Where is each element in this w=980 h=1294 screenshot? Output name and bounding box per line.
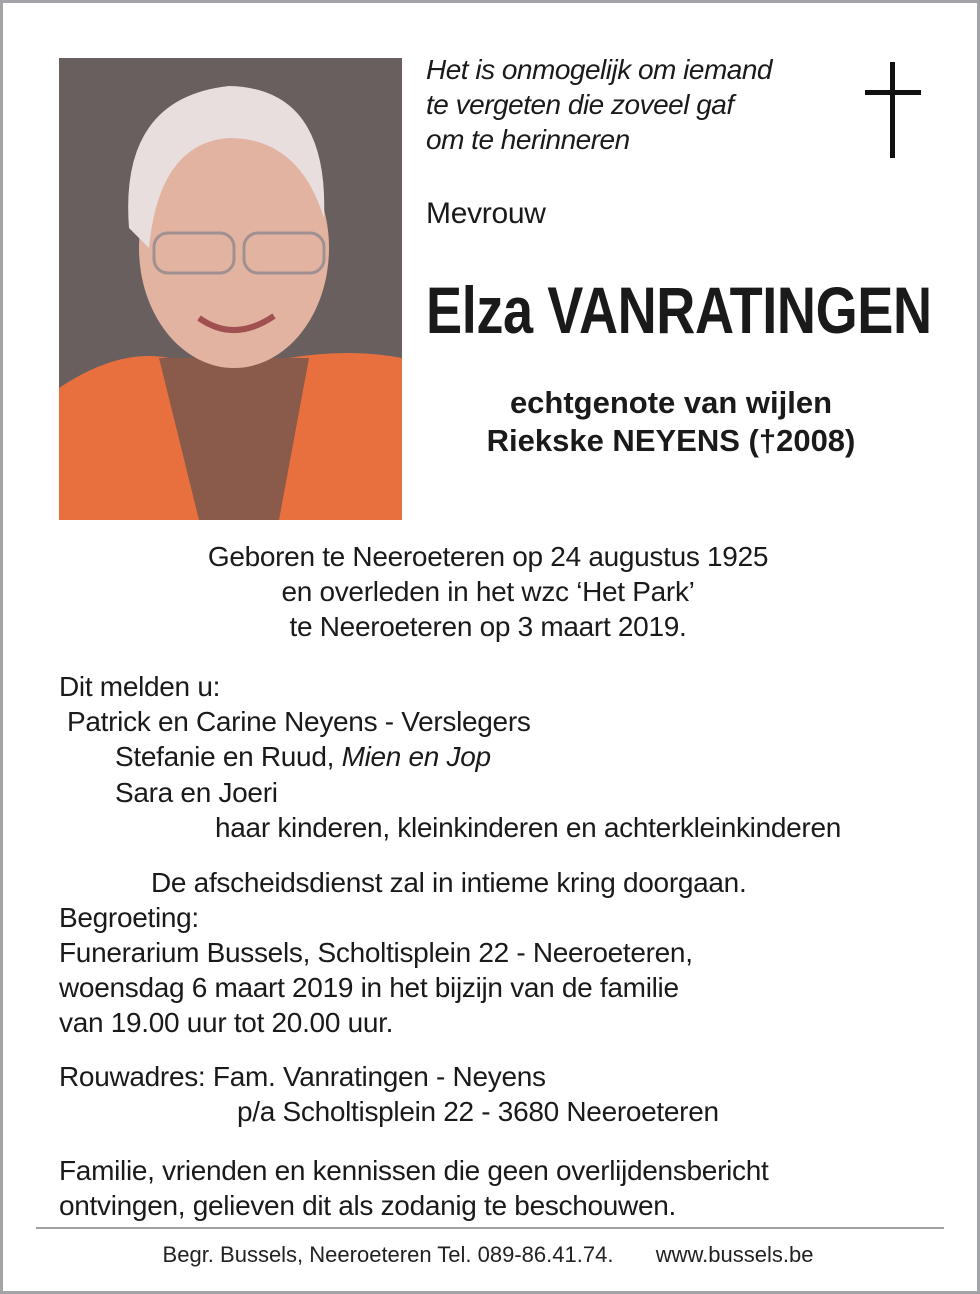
mourning-address-line: p/a Scholtisplein 22 - 3680 Neeroeteren bbox=[237, 1096, 719, 1127]
visitation-line: Begroeting: bbox=[59, 902, 199, 933]
quote-line: te vergeten die zoveel gaf bbox=[426, 89, 734, 120]
announcers-intro: Dit melden u: bbox=[59, 671, 221, 702]
closing-line: ontvingen, gelieven dit als zodanig te beschouwen. bbox=[59, 1190, 676, 1221]
memorial-quote bbox=[426, 52, 772, 157]
salutation: Mevrouw bbox=[426, 197, 546, 230]
visitation-line: woensdag 6 maart 2019 in het bijzijn van de familie bbox=[59, 972, 679, 1003]
announcer-line bbox=[115, 739, 491, 774]
portrait-photo bbox=[59, 58, 402, 520]
quote-line: Het is onmogelijk om iemand bbox=[426, 54, 772, 85]
visitation-info bbox=[59, 900, 693, 1040]
death-place-line: te Neeroeteren op 3 maart 2019. bbox=[289, 611, 687, 642]
spouse-info bbox=[426, 384, 916, 460]
footer bbox=[0, 1240, 976, 1270]
mourning-address: Rouwadres: Fam. Vanratingen - Neyens bbox=[59, 1061, 546, 1092]
death-line: en overleden in het wzc ‘Het Park’ bbox=[281, 576, 695, 607]
deceased-name: Elza VANRATINGEN bbox=[426, 273, 932, 347]
website-link[interactable]: www.bussels.be bbox=[655, 1242, 814, 1267]
birth-death-info bbox=[0, 539, 976, 644]
closing-line: Familie, vrienden en kennissen die geen overlijdensbericht bbox=[59, 1155, 769, 1186]
cross-icon bbox=[865, 62, 921, 158]
relation-line: haar kinderen, kleinkinderen en achterkleinkinderen bbox=[215, 812, 841, 843]
spouse-line: echtgenote van wijlen bbox=[509, 385, 833, 420]
announcer-italic: Mien en Jop bbox=[341, 741, 491, 772]
closing-text bbox=[59, 1153, 768, 1223]
announcer-line: Patrick en Carine Neyens - Verslegers bbox=[67, 706, 531, 737]
footer-text: Begr. Bussels, Neeroeteren Tel. 089-86.41.74. bbox=[162, 1242, 614, 1267]
birth-line: Geboren te Neeroeteren op 24 augustus 1925 bbox=[207, 541, 769, 572]
announcer-text: Stefanie en Ruud, bbox=[115, 741, 335, 772]
service-info: De afscheidsdienst zal in intieme kring doorgaan. bbox=[151, 867, 747, 898]
footer-divider bbox=[36, 1227, 944, 1229]
announcer-line: Sara en Joeri bbox=[115, 777, 278, 808]
quote-line: om te herinneren bbox=[426, 124, 630, 155]
spouse-line: Riekske NEYENS (†2008) bbox=[486, 423, 856, 458]
visitation-line: van 19.00 uur tot 20.00 uur. bbox=[59, 1007, 394, 1038]
visitation-line: Funerarium Bussels, Scholtisplein 22 - Neeroeteren, bbox=[59, 937, 693, 968]
